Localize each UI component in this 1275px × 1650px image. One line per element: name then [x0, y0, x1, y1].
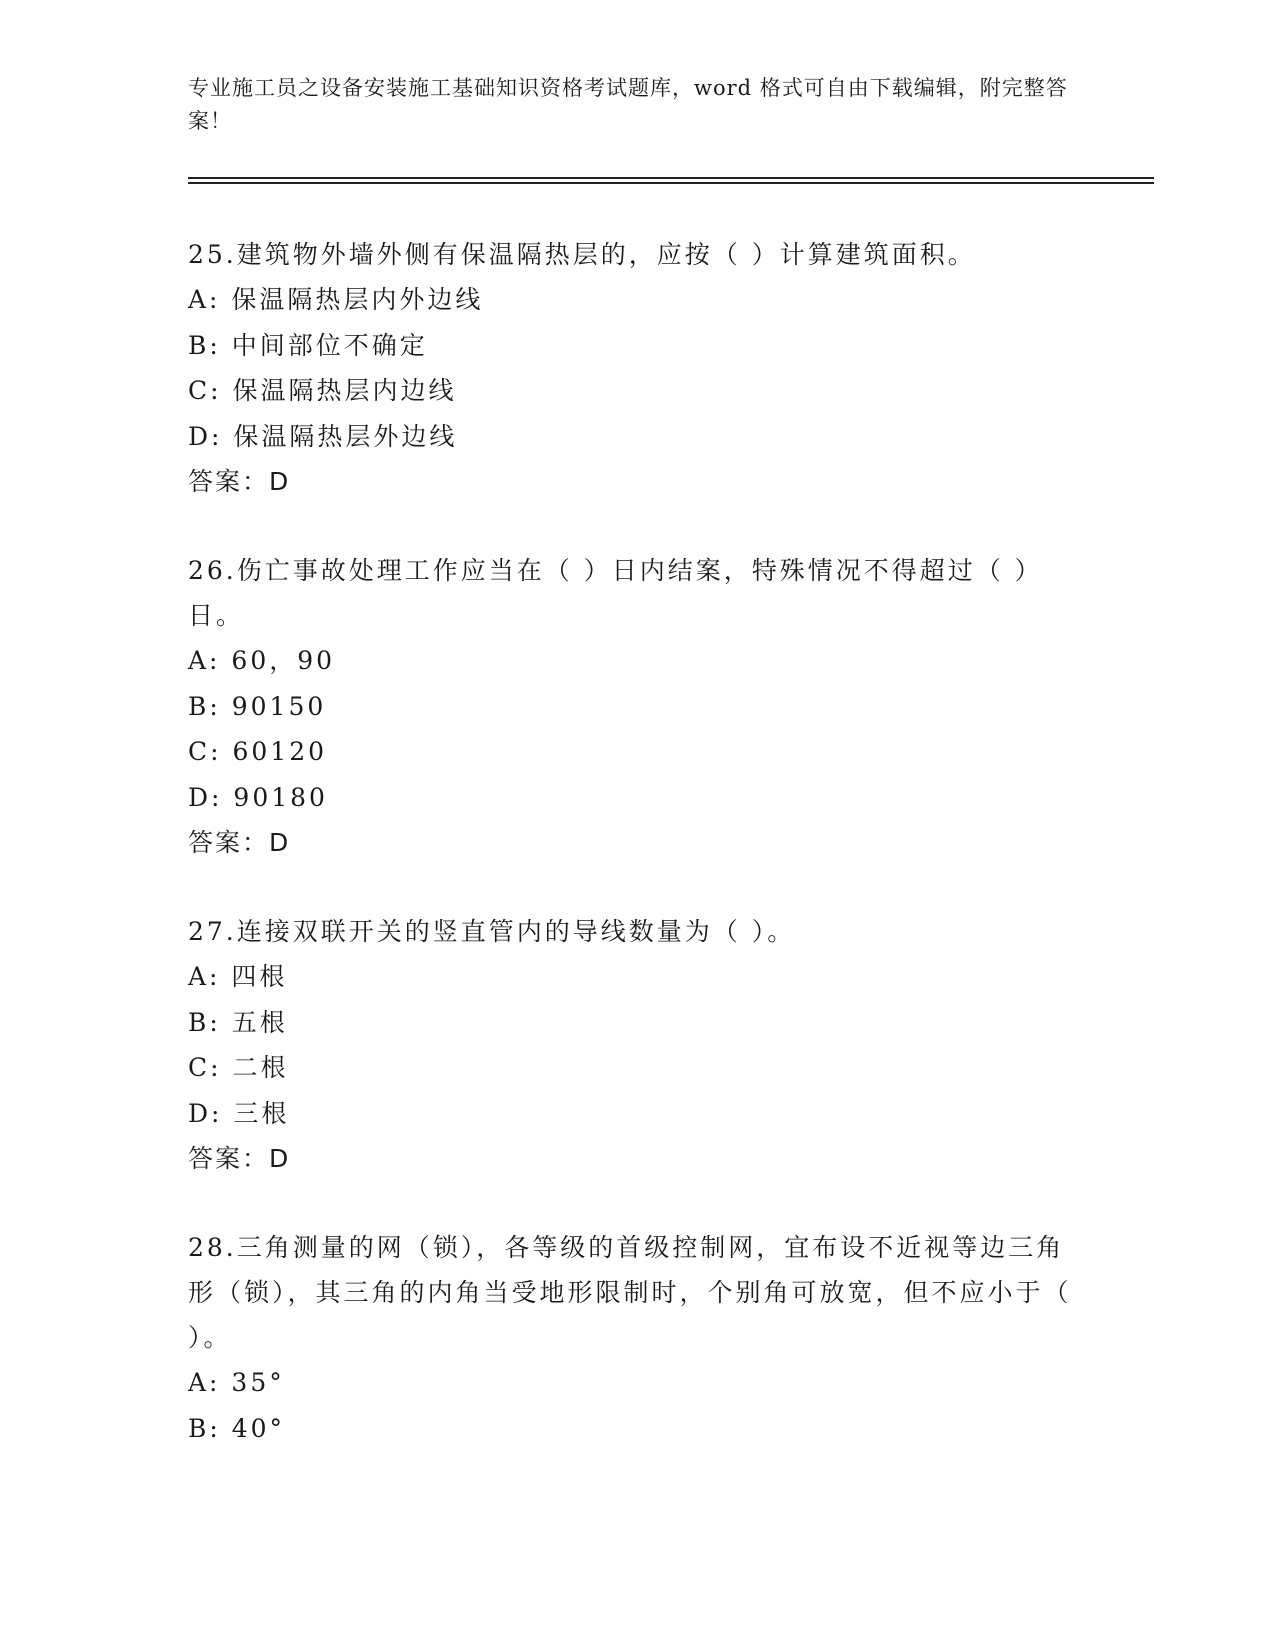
question-list	[188, 232, 1088, 1495]
header-rule-bottom	[188, 182, 1154, 184]
question-25	[188, 232, 1088, 504]
option-d: D: 三根	[188, 1098, 290, 1128]
document-header: 专业施工员之设备安装施工基础知识资格考试题库，word 格式可自由下载编辑，附完整答案！	[188, 76, 1068, 133]
header-rule-top	[188, 177, 1154, 179]
option-d: D: 90180	[188, 782, 328, 812]
option-b: B: 中间部位不确定	[188, 330, 428, 360]
option-b: B: 五根	[188, 1007, 288, 1037]
option-d: D: 保温隔热层外边线	[188, 421, 458, 451]
question-stem: 27.连接双联开关的竖直管内的导线数量为（ ）。	[188, 917, 796, 946]
option-b: B: 90150	[188, 691, 327, 721]
option-a: A: 四根	[188, 962, 288, 991]
question-27	[188, 909, 1088, 1181]
question-26	[188, 548, 1088, 865]
question-stem: 28.三角测量的网（锁），各等级的首级控制网，宜布设不近视等边三角形（锁），其三角的内角当受地形限制时，个别角可放宽，但不应小于（ ）。	[188, 1233, 1072, 1352]
option-c: C: 二根	[188, 1053, 289, 1082]
question-28	[188, 1225, 1088, 1451]
question-stem: 26.伤亡事故处理工作应当在（ ）日内结案，特殊情况不得超过（ ）日。	[188, 556, 1043, 630]
answer-line: 答案：D	[188, 828, 291, 857]
answer-line: 答案：D	[188, 1144, 291, 1173]
option-a: A: 35°	[188, 1368, 285, 1397]
answer-line: 答案：D	[188, 467, 291, 496]
option-a: A: 保温隔热层内外边线	[188, 285, 484, 314]
question-stem: 25.建筑物外墙外侧有保温隔热层的，应按（ ）计算建筑面积。	[188, 240, 976, 269]
option-c: C: 60120	[188, 737, 328, 766]
option-c: C: 保温隔热层内边线	[188, 376, 457, 405]
option-a: A: 60，90	[188, 646, 336, 675]
option-b: B: 40°	[188, 1413, 286, 1443]
